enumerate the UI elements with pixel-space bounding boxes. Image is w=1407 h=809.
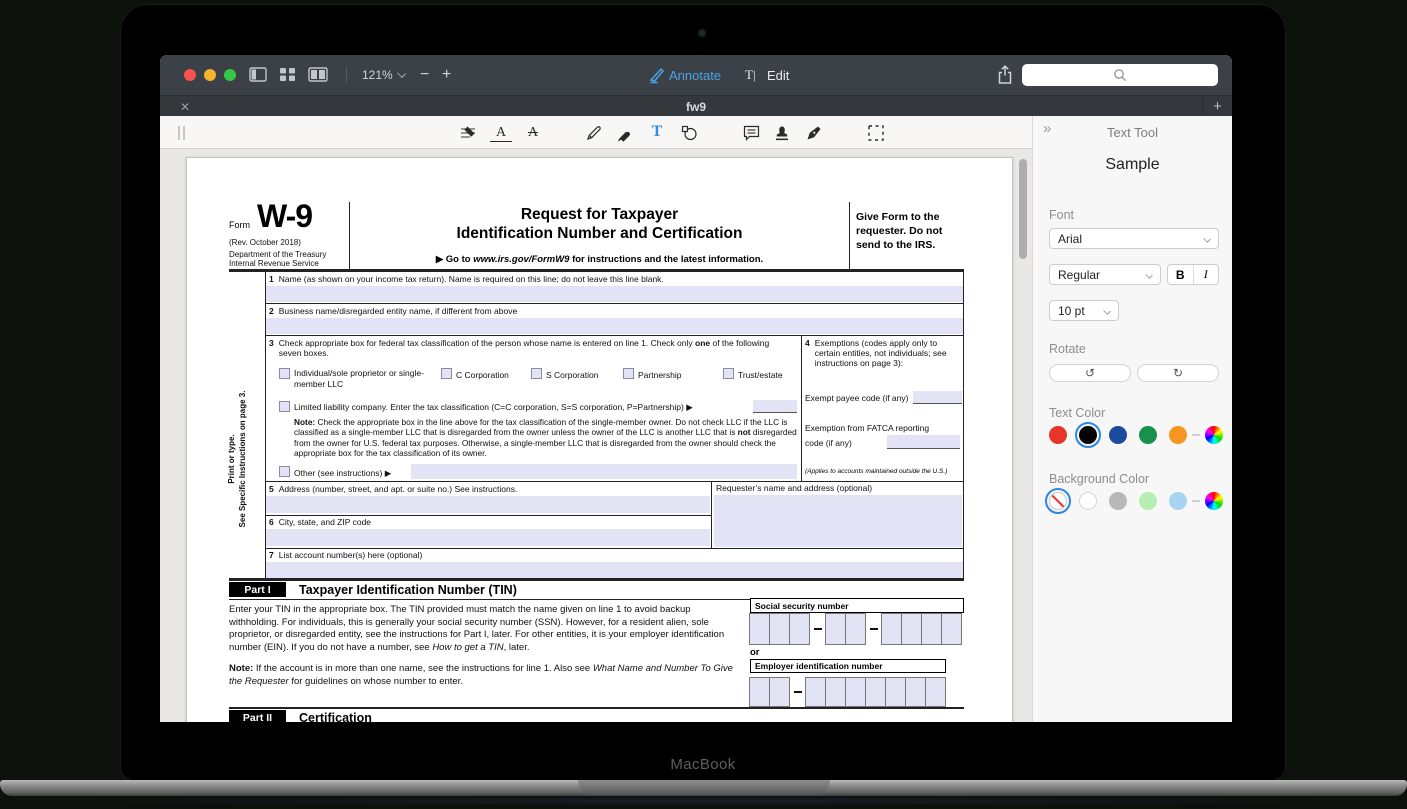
macbook-brand-label: MacBook (670, 756, 736, 773)
italic-button[interactable]: I (1203, 267, 1208, 281)
macbook-base (0, 780, 1407, 796)
form-dept: Department of the Treasury (229, 250, 327, 259)
applies-note: (Applies to accounts maintained outside the U.S.) (805, 468, 948, 475)
checkbox-llc[interactable] (279, 401, 290, 412)
checkbox-other[interactable] (279, 466, 290, 477)
rotate-cw-button[interactable] (1137, 364, 1219, 382)
tin-note: Note: If the account is in more than one name, see the instructions for line 1. Also see What Name and Number To Give the Requester for guidelines on whose number to enter. (229, 663, 733, 687)
line1-label: 1 Name (as shown on your income tax return). Name is required on this line; do not leave this line blank. (269, 274, 664, 284)
part2-title: Certification (299, 711, 372, 722)
pdf-app-window (160, 55, 1232, 722)
form-name: W-9 (257, 198, 313, 234)
form-revision: (Rev. October 2018) (229, 238, 301, 247)
bg-color-section-label: Background Color (1049, 472, 1150, 486)
camera-dot (699, 30, 705, 36)
app-toolbar (160, 55, 1232, 95)
checkbox-c-corporation-label: C Corporation (456, 370, 509, 380)
chevron-down-icon (1203, 235, 1211, 243)
bg-color-none[interactable] (1049, 492, 1067, 510)
bg-color-swatches (1049, 492, 1223, 510)
ein-boxes (750, 677, 946, 707)
close-tab-icon[interactable]: ✕ (180, 100, 191, 114)
llc-classification-field[interactable] (753, 400, 797, 413)
form-irs: Internal Revenue Service (229, 259, 319, 268)
panel-title: Text Tool (1106, 125, 1159, 140)
search-input[interactable] (1022, 64, 1218, 86)
llc-note: Note: Check the appropriate box in the line above for the tax classification of the single-member owner. Do not check LLC if the LLC is classified as a single-member LLC that is disregarded from the owner unless the owner of the LLC is another LLC that is not disregarded from the owner for U.S. federal tax purposes. Otherwise, a single-member LLC that is disregarded from the owner should check the appropriate box for the tax classification of its owner. (294, 417, 797, 459)
checkbox-c-corporation[interactable] (441, 368, 452, 379)
text-tool-panel (1032, 116, 1232, 722)
rotate-section-label: Rotate (1049, 342, 1086, 356)
stamp-icon[interactable] (771, 122, 793, 144)
line4-label: 4 Exemptions (codes apply only to certain entities, not individuals; see instructions on page 3): (805, 338, 947, 369)
swatch-divider (1192, 500, 1200, 502)
window-minimize-button[interactable] (204, 69, 216, 81)
annotate-pen-icon[interactable] (648, 66, 666, 89)
checkbox-partnership[interactable] (623, 368, 634, 379)
checkbox-trust-estate-label: Trust/estate (738, 370, 783, 380)
underline-text-icon[interactable]: A (490, 124, 512, 142)
ein-digit-box[interactable] (825, 677, 846, 707)
bold-italic-group (1167, 264, 1219, 285)
business-name-field[interactable] (266, 318, 963, 334)
checkbox-trust-estate[interactable] (723, 368, 734, 379)
part2-label: Part II (229, 710, 286, 722)
font-family-select[interactable]: Arial (1049, 228, 1219, 249)
line5-label: 5 Address (number, street, and apt. or suite no.) See instructions. (269, 484, 518, 494)
text-color-wheel-icon[interactable] (1205, 426, 1223, 444)
fatca-label-line1: Exemption from FATCA reporting (805, 423, 930, 433)
text-tool-icon[interactable]: T (651, 123, 663, 140)
line6-label: 6 City, state, and ZIP code (269, 517, 372, 527)
checkbox-individual[interactable] (279, 368, 290, 379)
bg-color-white[interactable] (1079, 492, 1097, 510)
account-numbers-field[interactable] (266, 562, 963, 578)
line2-label: 2 Business name/disregarded entity name, if different from above (269, 306, 518, 316)
rotate-ccw-button[interactable] (1049, 364, 1131, 382)
part1-title: Taxpayer Identification Number (TIN) (299, 583, 517, 597)
text-color-green[interactable] (1139, 426, 1157, 444)
collapse-panel-icon[interactable]: » (1043, 120, 1052, 137)
sidebar-toggle-icon[interactable] (249, 67, 267, 87)
line3-label: 3 Check appropriate box for federal tax classification of the person whose name is entered on line 1. Check only one of the following seven boxes. (269, 338, 770, 359)
window-close-button[interactable] (184, 69, 196, 81)
ssn-digit-box[interactable] (749, 613, 770, 645)
shape-tool-icon[interactable] (678, 122, 700, 144)
checkbox-individual-label: Individual/sole proprietor or single-member LLC (294, 368, 424, 389)
tab-title[interactable]: fw9 (685, 99, 706, 114)
form-goto-line: ▶ Go to www.irs.gov/FormW9 for instructions and the latest information. (435, 254, 764, 265)
tab-annotate[interactable]: Annotate (669, 68, 722, 83)
address-field[interactable] (266, 496, 710, 513)
zoom-level-value[interactable]: 121% (362, 68, 393, 82)
macbook-shadow (40, 796, 1367, 806)
bg-color-selected-ring (1045, 488, 1071, 514)
name-field[interactable] (266, 286, 963, 302)
two-page-view-icon[interactable] (308, 67, 328, 87)
rotate-cw-icon: ↻ (1172, 366, 1184, 380)
form-title-line2: Identification Number and Certification (456, 225, 743, 242)
toolbar-drag-handle[interactable] (178, 126, 185, 140)
text-color-red[interactable] (1049, 426, 1067, 444)
ein-digit-box[interactable] (805, 677, 826, 707)
ssn-digit-box[interactable] (769, 613, 790, 645)
checkbox-partnership-label: Partnership (638, 370, 682, 380)
fatca-label-line2: code (if any) (805, 438, 852, 448)
ein-digit-box[interactable] (885, 677, 906, 707)
ssn-label: Social security number (750, 598, 964, 613)
ein-digit-box[interactable] (925, 677, 946, 707)
font-section-label: Font (1049, 208, 1075, 222)
document-area[interactable] (160, 149, 1032, 722)
vertical-scrollbar[interactable] (1019, 159, 1027, 259)
strikethrough-text-icon[interactable]: A (527, 125, 539, 140)
print-or-type-note: Print or type. See Specific Instructions on page 3. (227, 390, 247, 528)
form-word: Form (229, 220, 250, 230)
exempt-payee-field[interactable] (913, 391, 962, 404)
edit-text-icon[interactable]: T| (745, 67, 756, 82)
eraser-icon[interactable] (614, 122, 636, 144)
ssn-digit-box[interactable] (901, 613, 922, 645)
requester-field[interactable] (714, 495, 962, 547)
font-size-select[interactable]: 10 pt (1049, 300, 1119, 321)
selection-tool-icon[interactable] (865, 122, 887, 144)
ssn-digit-box[interactable] (921, 613, 942, 645)
text-color-orange[interactable] (1169, 426, 1187, 444)
checkbox-s-corporation-label: S Corporation (546, 370, 599, 380)
fatca-code-field[interactable] (887, 435, 960, 449)
text-color-blue[interactable] (1109, 426, 1127, 444)
zoom-out-button[interactable]: − (420, 66, 430, 83)
other-field[interactable] (411, 464, 797, 479)
highlight-icon[interactable] (457, 122, 479, 144)
ein-digit-box[interactable] (769, 677, 790, 707)
llc-label: Limited liability company. Enter the tax classification (C=C corporation, S=S corporation, P=Partnership) ▶ (294, 402, 693, 412)
ssn-digit-box[interactable] (941, 613, 962, 645)
font-style-select[interactable]: Regular (1049, 264, 1161, 285)
bg-color-wheel-icon[interactable] (1205, 492, 1223, 510)
macbook-frame (120, 4, 1286, 781)
ein-label: Employer identification number (750, 659, 946, 673)
or-label: or (750, 647, 760, 658)
pencil-icon[interactable] (583, 122, 605, 144)
city-state-zip-field[interactable] (266, 529, 710, 546)
bg-color-gray[interactable] (1109, 492, 1127, 510)
add-tab-button[interactable]: + (1202, 96, 1232, 117)
text-color-black[interactable] (1079, 426, 1097, 444)
checkbox-s-corporation[interactable] (531, 368, 542, 379)
window-zoom-button[interactable] (224, 69, 236, 81)
form-title-line1: Request for Taxpayer (520, 206, 679, 223)
part1-label: Part I (229, 582, 286, 597)
toolbar-divider (346, 67, 347, 83)
text-color-section-label: Text Color (1049, 406, 1106, 420)
document-tab-bar (160, 95, 1232, 116)
text-color-selected-ring (1075, 422, 1101, 448)
share-icon[interactable] (996, 65, 1014, 90)
exempt-payee-label: Exempt payee code (if any) (805, 393, 909, 403)
sample-preview: Sample (1105, 156, 1160, 173)
bg-color-light-blue[interactable] (1169, 492, 1187, 510)
comment-note-icon[interactable] (740, 122, 762, 144)
chevron-down-icon (1103, 307, 1111, 315)
bold-button[interactable]: B (1168, 265, 1194, 284)
ssn-digit-box[interactable] (825, 613, 846, 645)
chevron-down-icon[interactable] (397, 69, 406, 78)
ssn-digit-box[interactable] (881, 613, 902, 645)
ssn-digit-box[interactable] (845, 613, 866, 645)
part1-body: Enter your TIN in the appropriate box. The TIN provided must match the name given on line 1 to avoid backup withholding. For individuals, this is generally your social security number (SSN). However, for a resident alien, sole proprietor, or disregarded entity, see the instructions for Part I, later. For other entities, it is your employer identification number (EIN). If you do not have a number, see How to get a TIN, later. (229, 604, 725, 653)
chevron-down-icon (1145, 271, 1153, 279)
w9-page (186, 157, 1013, 722)
bg-color-light-green[interactable] (1139, 492, 1157, 510)
annotation-toolbar (160, 116, 1032, 149)
requester-label: Requester’s name and address (optional) (716, 483, 873, 493)
signature-pen-icon[interactable] (803, 122, 825, 144)
ein-digit-box[interactable] (845, 677, 866, 707)
ssn-digit-box[interactable] (789, 613, 810, 645)
text-color-swatches (1049, 426, 1223, 444)
rotate-ccw-icon: ↺ (1084, 366, 1096, 380)
ein-digit-box[interactable] (905, 677, 926, 707)
other-label: Other (see instructions) ▶ (294, 468, 392, 478)
give-form-note: Give Form to the requester. Do not send to the IRS. (856, 211, 943, 252)
line7-label: 7 List account number(s) here (optional) (269, 550, 423, 560)
zoom-in-button[interactable]: + (442, 66, 452, 83)
ein-digit-box[interactable] (865, 677, 886, 707)
tab-edit[interactable]: Edit (767, 68, 790, 83)
ssn-boxes (750, 613, 962, 645)
ein-digit-box[interactable] (749, 677, 770, 707)
macbook-base-notch (578, 780, 830, 795)
thumbnails-view-icon[interactable] (279, 67, 296, 87)
swatch-divider (1192, 434, 1200, 436)
search-icon (1112, 67, 1128, 83)
